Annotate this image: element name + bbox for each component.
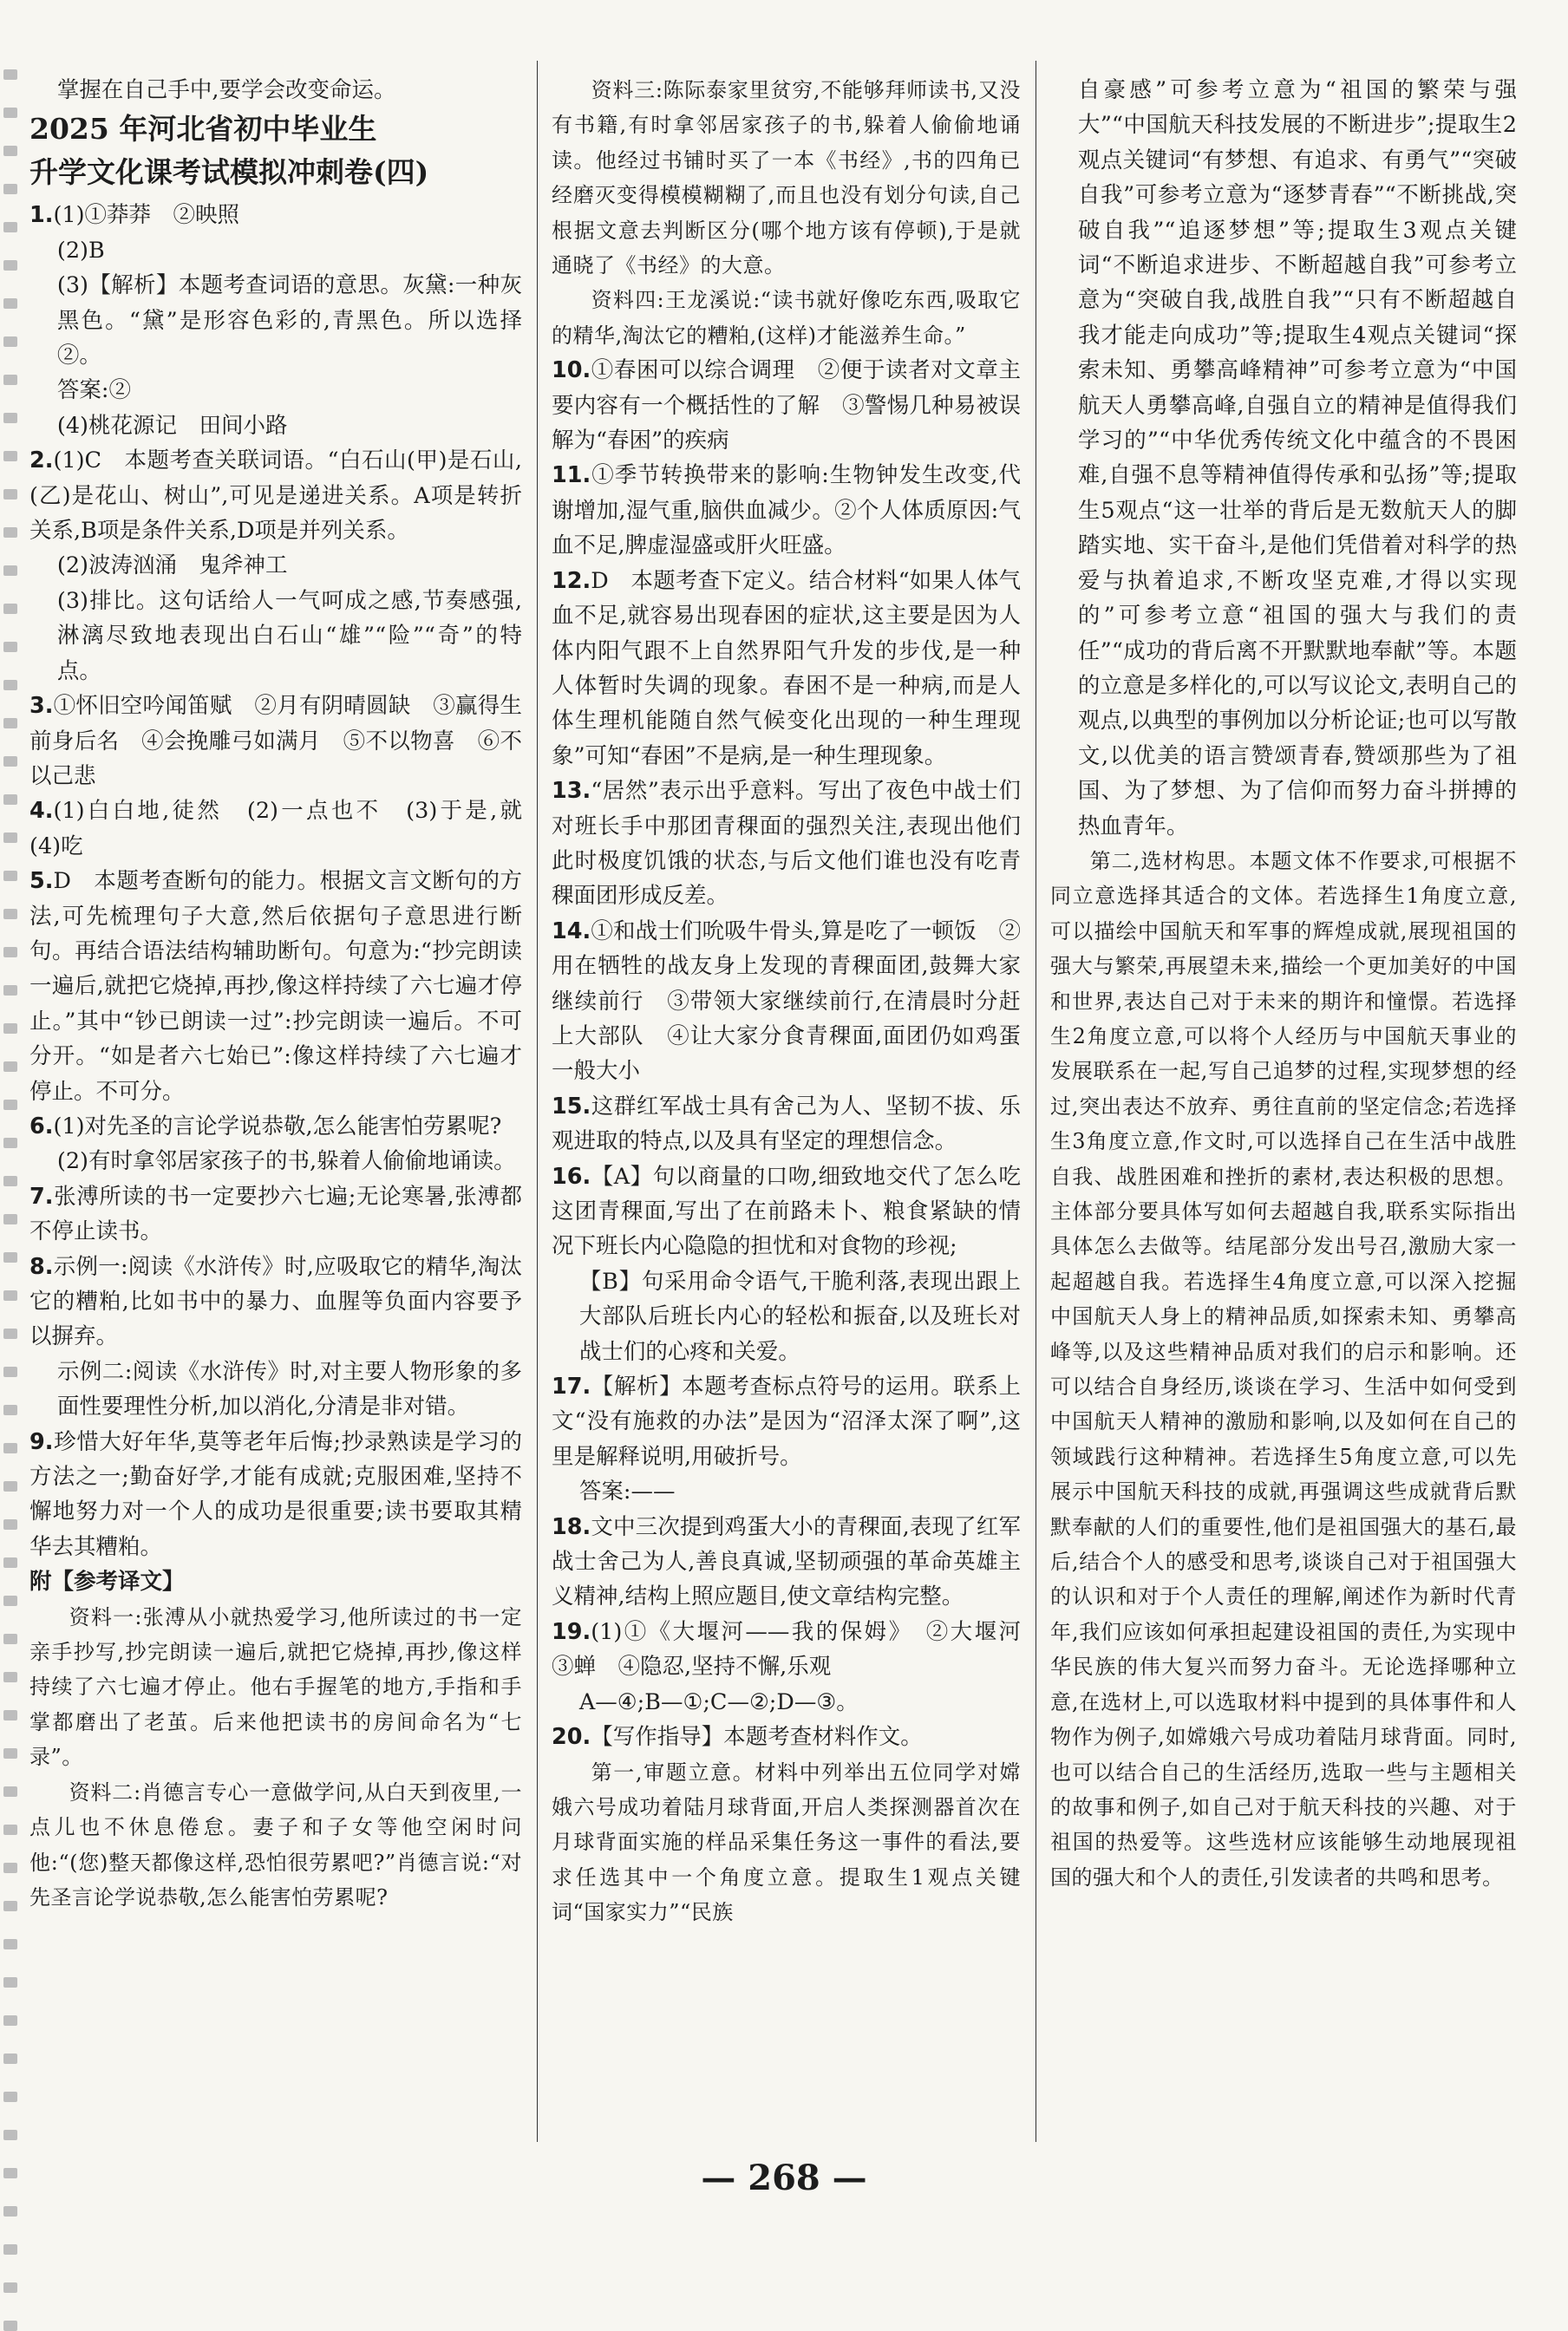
answer-subitem: (3)排比。这句话给人一气呵成之感,节奏感强,淋漓尽致地表现出白石山“雄”“险”“奇”的特点。 xyxy=(56,587,522,684)
paragraph: 资料三:陈际泰家里贫穷,不能够拜师读书,又没有书籍,有时拿邻居家孩子的书,躲着人偷偷地诵读。他经过书铺时买了一本《书经》,书的四角已经磨灭变得模模糊糊了,而且也没有划分句读,自己根据文意去判断区分(哪个地方该有停顿),于是就通晓了《书经》的大意。 xyxy=(552,78,1021,278)
answer-item: 7.张溥所读的书一定要抄六七遍;无论寒暑,张溥都不停止读书。 xyxy=(29,1183,522,1245)
answer-item: 18.文中三次提到鸡蛋大小的青稞面,表现了红军战士舍己为人,善良真诚,坚韧顽强的革命英雄主义精神,结构上照应题目,使文章结构完整。 xyxy=(552,1513,1021,1610)
answer-subitem: (3)【解析】本题考查词语的意思。灰黛:一种灰黑色。“黛”是形容色彩的,青黑色。所以选择②。 xyxy=(56,272,522,369)
answer-number: 15. xyxy=(552,1093,591,1120)
column-middle xyxy=(552,73,1043,1930)
answer-item: 20.【写作指导】本题考查材料作文。 xyxy=(552,1724,923,1751)
answer-subitem: 【B】句采用命令语气,干脆利落,表现出跟上大部队后班长内心的轻松和振奋,以及班长对战士们的心疼和关爱。 xyxy=(578,1268,1021,1365)
answer-number: 17. xyxy=(552,1374,591,1401)
answer-item: 16.【A】句以商量的口吻,细致地交代了怎么吃这团青稞面,写出了在前路未卜、粮食紧缺的情况下班长内心隐隐的担忧和对食物的珍视; xyxy=(552,1163,1021,1260)
answer-item: 10.①春困可以综合调理 ②便于读者对文章主要内容有一个概括性的了解 ③警惕几种易被误解为“春困”的疾病 xyxy=(552,357,1021,454)
answer-subitem: 答案:② xyxy=(56,377,131,404)
answer-item: 15.这群红军战士具有舍己为人、坚韧不拔、乐观进取的特点,以及具有坚定的理想信念。 xyxy=(552,1093,1021,1155)
answer-item: 9.珍惜大好年华,莫等老年后悔;抄录熟读是学习的方法之一;勤奋好学,才能有成就;克服困难,坚持不懈地努力对一个人的成功是很重要;读书要取其精华去其糟粕。 xyxy=(29,1428,522,1560)
column-divider-left xyxy=(537,61,538,2142)
section-title: 升学文化课考试模拟冲刺卷(四) xyxy=(29,155,429,190)
answer-item: 2.(1)C 本题考查关联词语。“白石山(甲)是石山,(乙)是花山、树山”,可见是递进关系。A项是转折关系,B项是条件关系,D项是并列关系。 xyxy=(29,447,522,545)
answer-item: 3.①怀旧空吟闻笛赋 ②月有阴晴圆缺 ③赢得生前身后名 ④会挽雕弓如满月 ⑤不以物喜 ⑥不以己悲 xyxy=(29,693,522,789)
answer-number: 1. xyxy=(29,202,54,229)
answer-number: 7. xyxy=(29,1183,54,1210)
answer-number: 16. xyxy=(552,1163,591,1190)
answer-number: 5. xyxy=(29,868,54,895)
answer-subitem: 答案:—— xyxy=(578,1479,676,1505)
paragraph: 第二,选材构思。本题文体不作要求,可根据不同立意选择其适合的文体。若选择生1角度立意,可以描绘中国航天和军事的辉煌成就,展现祖国的强大与繁荣,再展望未来,描绘一个更加美好的中国和世界,表达自己对于未来的期许和憧憬。若选择生2角度立意,可以将个人经历与中国航天事业的发展联系在一起,写自己追梦的过程,实现梦想的经过,突出表达不放弃、勇往直前的坚定信念;若选择生3角度立意,作文时,可以选择自己在生活中战胜自我、战胜困难和挫折的素材,表达积极的思想。主体部分要具体写如何去超越自我,联系实际指出具体怎么去做等。结尾部分发出号召,激励大家一起超越自我。若选择生4角度立意,可以深入挖掘中国航天人身上的精神品质,如探索未知、勇攀高峰等,以及这些精神品质对我们的启示和影响。还可以结合自身经历,谈谈在学习、生活中如何受到中国航天人精神的激励和影响,以及如何在自己的领域践行这种精神。若选择生5角度立意,可以先展示中国航天科技的成就,再强调这些成就背后默默奉献的人们的重要性,他们是祖国强大的基石,最后,结合个人的感受和思考,谈谈自己对于祖国强大的认识和对于个人责任的理解,阐述作为新时代青年,我们应该如何承担起建设祖国的责任,为实现中华民族的伟大复兴而努力奋斗。无论选择哪种立意,在选材上,可以选取材料中提到的具体事件和人物作为例子,如嫦娥六号成功着陆月球背面。同时,也可以结合自己的生活经历,选取一些与主题相关的故事和例子,如自己对于航天科技的兴趣、对于祖国的热爱等。这些选材应该能够生动地展现祖国的强大和个人的责任,引发读者的共鸣和思考。 xyxy=(1050,848,1517,1890)
answer-number: 10. xyxy=(552,357,591,384)
paragraph: 第一,审题立意。材料中列举出五位同学对嫦娥六号成功着陆月球背面,开启人类探测器首次在月球背面实施的样品采集任务这一事件的看法,要求任选其中一个角度立意。提取生1观点关键词“国家实力”“民族 xyxy=(552,1760,1021,1925)
answer-subitem: (2)有时拿邻居家孩子的书,躲着人偷偷地诵读。 xyxy=(56,1148,516,1175)
continued-paragraph: 自豪感”可参考立意为“祖国的繁荣与强大”“中国航天科技发展的不断进步”;提取生2观点关键词“有梦想、有追求、有勇气”“突破自我”可参考立意为“逐梦青春”“不断挑战,突破自我”“追逐梦想”等;提取生3观点关键词“不断追求进步、不断超越自我”可参考立意为“突破自我,战胜自我”“只有不断超越自我才能走向成功”等;提取生4观点关键词“探索未知、勇攀高峰精神”可参考立意为“中国航天人勇攀高峰,自强自立的精神是值得我们学习的”“中华优秀传统文化中蕴含的不畏困难,自强不息等精神值得传承和弘扬”等;提取生5观点“这一壮举的背后是无数航天人的脚踏实地、实干奋斗,是他们凭借着对科学的热爱与执着追求,不断攻坚克难,才得以实现的”可参考立意“祖国的强大与我们的责任”“成功的背后离不开默默地奉献”等。本题的立意是多样化的,可以写议论文,表明自己的观点,以典型的事例加以分析论证;也可以写散文,以优美的语言赞颂青春,赞颂那些为了祖国、为了梦想、为了信仰而努力奋斗拼搏的热血青年。 xyxy=(1077,77,1517,839)
answer-number: 20. xyxy=(552,1724,591,1751)
answer-item: 12.D 本题考查下定义。结合材料“如果人体气血不足,就容易出现春困的症状,这主要是因为人体内阳气跟不上自然界阳气升发的步伐,是一种人体暂时失调的现象。春困不是一种病,而是人体生理机能随自然气候变化出现的一种生理现象”可知“春困”不是病,是一种生理现象。 xyxy=(552,567,1021,769)
answer-number: 8. xyxy=(29,1253,54,1280)
answer-number: 4. xyxy=(29,798,54,825)
column-right xyxy=(1050,73,1517,1895)
answer-subitem: A—④;B—①;C—②;D—③。 xyxy=(578,1688,859,1715)
answer-item: 5.D 本题考查断句的能力。根据文言文断句的方法,可先梳理句子大意,然后依据句子意思进行断句。再结合语法结构辅助断句。句意为:“抄完朗读一遍后,就把它烧掉,再抄,像这样持续了六七遍才停止。”其中“钞已朗读一过”:抄完朗读一遍后。不可分开。“如是者六七始已”:像这样持续了六七遍才停止。不可分。 xyxy=(29,868,522,1105)
answer-subitem: (2)B xyxy=(56,237,105,264)
answer-item: 4.(1)白白地,徒然 (2)一点也不 (3)于是,就 (4)吃 xyxy=(29,798,545,859)
answer-subitem: (4)桃花源记 田间小路 xyxy=(56,412,288,439)
answer-number: 9. xyxy=(29,1428,54,1455)
answer-item: 8.示例一:阅读《水浒传》时,应吸取它的精华,淘汰它的糟粕,比如书中的暴力、血腥等负面内容要予以摒弃。 xyxy=(29,1253,522,1350)
answer-item: 19.(1)①《大堰河——我的保姆》 ②大堰河 ③蝉 ④隐忍,坚持不懈,乐观 xyxy=(552,1618,1043,1681)
answer-number: 11. xyxy=(552,462,591,489)
answer-number: 19. xyxy=(552,1618,591,1645)
answer-number: 6. xyxy=(29,1113,54,1139)
binding-holes xyxy=(0,69,21,2133)
section-title: 2025 年河北省初中毕业生 xyxy=(29,112,377,147)
answer-item: 14.①和战士们吮吸牛骨头,算是吃了一顿饭 ②用在牺牲的战友身上发现的青稞面团,鼓舞大家继续前行 ③带领大家继续前行,在清晨时分赶上大部队 ④让大家分食青稞面,面团仍如鸡蛋一般大小 xyxy=(552,917,1021,1085)
answer-number: 13. xyxy=(552,778,591,805)
column-left xyxy=(29,73,545,1915)
translation-heading: 附【参考译文】 xyxy=(29,1569,185,1596)
answer-item: 17.【解析】本题考查标点符号的运用。联系上文“没有施救的办法”是因为“沼泽太深了啊”,这里是解释说明,用破折号。 xyxy=(552,1374,1021,1470)
answer-number: 12. xyxy=(552,567,591,594)
continued-paragraph: 掌握在自己手中,要学会改变命运。 xyxy=(56,77,396,103)
answer-item: 1.(1)①莽莽 ②映照 xyxy=(29,202,240,229)
paragraph: 资料四:王龙溪说:“读书就好像吃东西,吸取它的精华,淘汰它的糟粕,(这样)才能滋养生命。” xyxy=(552,288,1021,348)
paragraph: 资料二:肖德言专心一意做学问,从白天到夜里,一点儿也不休息倦怠。妻子和子女等他空闲时问他:“(您)整天都像这样,恐怕很劳累吧?”肖德言说:“对先圣言论学说恭敬,怎么能害怕劳累呢? xyxy=(29,1779,522,1910)
answer-subitem: 示例二:阅读《水浒传》时,对主要人物形象的多面性要理性分析,加以消化,分清是非对错。 xyxy=(56,1358,522,1420)
paragraph: 资料一:张溥从小就热爱学习,他所读过的书一定亲手抄写,抄完朗读一遍后,就把它烧掉,再抄,像这样持续了六七遍才停止。他右手握笔的地方,手指和手掌都磨出了老茧。后来他把读书的房间命名为“七录”。 xyxy=(29,1604,522,1770)
answer-number: 3. xyxy=(29,693,54,720)
answer-number: 14. xyxy=(552,917,591,944)
answer-item: 6.(1)对先圣的言论学说恭敬,怎么能害怕劳累呢? xyxy=(29,1113,502,1139)
answer-subitem: (2)波涛汹涌 鬼斧神工 xyxy=(56,552,288,579)
answer-number: 2. xyxy=(29,447,54,474)
page-number: — 268 — xyxy=(701,2158,867,2198)
answer-item: 13.“居然”表示出乎意料。写出了夜色中战士们对班长手中那团青稞面的强烈关注,表现出他们此时极度饥饿的状态,与后文他们谁也没有吃青稞面团形成反差。 xyxy=(552,778,1021,910)
answer-number: 18. xyxy=(552,1513,591,1540)
answer-item: 11.①季节转换带来的影响:生物钟发生改变,代谢增加,湿气重,脑供血减少。②个人体质原因:气血不足,脾虚湿盛或肝火旺盛。 xyxy=(552,462,1021,559)
